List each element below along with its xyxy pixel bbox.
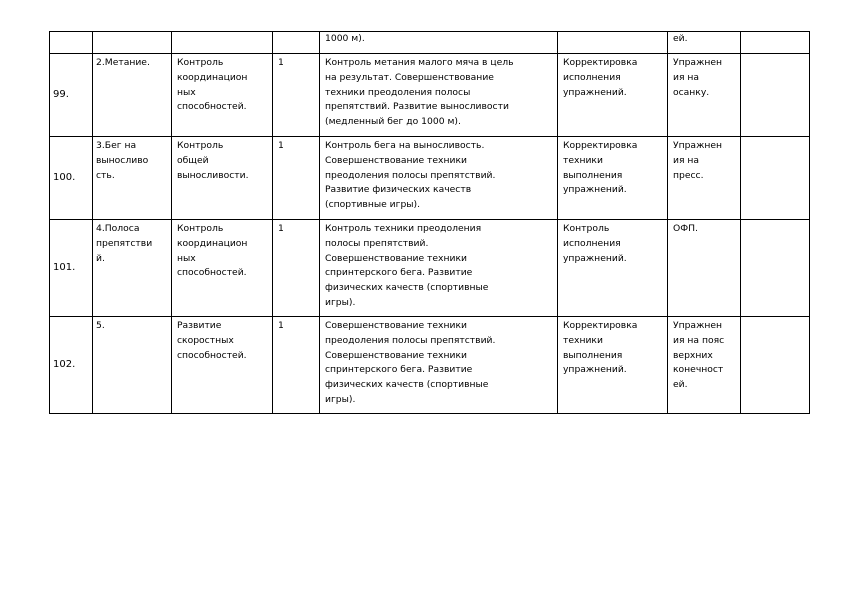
hours-cell: [273, 220, 320, 317]
content-line: Совершенствование техники: [325, 252, 467, 264]
notes-cell: [741, 54, 810, 137]
section-line: 3.Бег на: [96, 140, 137, 151]
correction-line: Корректировка: [563, 320, 638, 331]
type-line: Контроль: [177, 223, 224, 234]
homework-line: ОФП.: [673, 223, 698, 234]
correction-line: выполнения: [563, 349, 623, 361]
homework-line: Упражнен: [673, 57, 723, 68]
hours-text: 1: [278, 57, 284, 68]
table-row: [50, 32, 810, 54]
content-line: игры).: [325, 296, 356, 308]
type-line: способностей.: [177, 349, 247, 361]
content-line: 1000 м).: [325, 33, 365, 44]
correction-line: исполнения: [563, 71, 621, 83]
section-line: 5.: [96, 320, 105, 331]
homework-cell: [668, 32, 741, 54]
correction-line: исполнения: [563, 237, 621, 249]
content-line: (спортивные игры).: [325, 199, 421, 211]
content-line: техники преодоления полосы: [325, 86, 471, 98]
lesson-type-cell: [172, 317, 273, 414]
type-line: Контроль: [177, 57, 224, 68]
num-text: 100.: [53, 171, 76, 183]
section-cell: [93, 220, 172, 317]
homework-line: ей.: [673, 33, 688, 44]
content-line: Контроль метания малого мяча в цель: [325, 57, 514, 68]
homework-line: ия на пояс: [673, 334, 725, 346]
content-line: препятствий. Развитие выносливости: [325, 101, 509, 113]
homework-line: пресс.: [673, 169, 704, 181]
homework-cell: [668, 220, 741, 317]
type-line: координацион: [177, 237, 248, 249]
correction-line: Корректировка: [563, 140, 638, 151]
type-line: скоростных: [177, 334, 234, 346]
section-cell: [93, 137, 172, 220]
hours-cell: [273, 32, 320, 54]
num-text: 102.: [53, 358, 76, 370]
type-line: Контроль: [177, 140, 224, 151]
content-line: преодоления полосы препятствий.: [325, 334, 496, 346]
homework-line: ия на: [673, 71, 700, 83]
hours-text: 1: [278, 320, 284, 331]
homework-cell: [668, 317, 741, 414]
type-line: способностей.: [177, 267, 247, 279]
lesson-number-cell: [50, 54, 93, 137]
correction-line: упражнений.: [563, 86, 627, 98]
correction-cell: [558, 317, 668, 414]
type-line: выносливости.: [177, 169, 249, 181]
lesson-type-cell: [172, 220, 273, 317]
type-line: ных: [177, 252, 196, 264]
section-cell: [93, 54, 172, 137]
table-row: [50, 54, 810, 137]
homework-cell: [668, 137, 741, 220]
correction-cell: [558, 54, 668, 137]
table-body: [50, 32, 810, 414]
lesson-type-cell: [172, 54, 273, 137]
correction-cell: [558, 220, 668, 317]
content-cell: [320, 54, 558, 137]
correction-line: упражнений.: [563, 364, 627, 376]
content-cell: [320, 220, 558, 317]
content-line: полосы препятствий.: [325, 237, 429, 249]
content-line: Контроль техники преодоления: [325, 223, 482, 234]
section-line: 2.Метание.: [96, 57, 150, 68]
section-line: й.: [96, 252, 105, 264]
lesson-number-cell: [50, 137, 93, 220]
table-row: [50, 220, 810, 317]
correction-line: техники: [563, 334, 603, 346]
homework-line: Упражнен: [673, 320, 723, 331]
content-line: Совершенствование техники: [325, 320, 467, 331]
hours-text: 1: [278, 140, 284, 151]
content-cell: [320, 32, 558, 54]
notes-cell: [741, 220, 810, 317]
hours-cell: [273, 317, 320, 414]
content-cell: [320, 137, 558, 220]
section-line: 4.Полоса: [96, 223, 140, 234]
type-line: общей: [177, 154, 209, 166]
section-cell: [93, 317, 172, 414]
correction-line: упражнений.: [563, 252, 627, 264]
content-line: Контроль бега на выносливость.: [325, 140, 485, 151]
correction-line: выполнения: [563, 169, 623, 181]
num-text: 101.: [53, 261, 76, 273]
table-row: [50, 137, 810, 220]
lesson-type-cell: [172, 32, 273, 54]
content-line: спринтерского бега. Развитие: [325, 267, 473, 279]
lesson-number-cell: [50, 317, 93, 414]
type-line: способностей.: [177, 101, 247, 113]
lesson-number-cell: [50, 220, 93, 317]
hours-text: 1: [278, 223, 284, 234]
correction-cell: [558, 32, 668, 54]
lesson-number-cell: [50, 32, 93, 54]
correction-line: упражнений.: [563, 184, 627, 196]
content-cell: [320, 317, 558, 414]
correction-cell: [558, 137, 668, 220]
num-text: 99.: [53, 88, 69, 100]
content-line: игры).: [325, 393, 356, 405]
correction-line: Контроль: [563, 223, 610, 234]
correction-line: техники: [563, 154, 603, 166]
notes-cell: [741, 317, 810, 414]
type-line: координацион: [177, 71, 248, 83]
section-line: выносливо: [96, 154, 149, 166]
content-line: физических качеств (спортивные: [325, 282, 489, 294]
lesson-type-cell: [172, 137, 273, 220]
content-line: Развитие физических качеств: [325, 184, 472, 196]
content-line: спринтерского бега. Развитие: [325, 364, 473, 376]
content-line: преодоления полосы препятствий.: [325, 169, 496, 181]
type-line: ных: [177, 86, 196, 98]
type-line: Развитие: [177, 320, 222, 331]
homework-line: осанку.: [673, 86, 710, 98]
section-line: препятстви: [96, 237, 153, 249]
homework-line: ей.: [673, 379, 688, 391]
hours-cell: [273, 137, 320, 220]
section-line: сть.: [96, 169, 115, 181]
homework-cell: [668, 54, 741, 137]
content-line: на результат. Совершенствование: [325, 71, 494, 83]
content-line: физических качеств (спортивные: [325, 379, 489, 391]
table-row: [50, 317, 810, 414]
correction-line: Корректировка: [563, 57, 638, 68]
section-cell: [93, 32, 172, 54]
content-line: Совершенствование техники: [325, 349, 467, 361]
homework-line: верхних: [673, 349, 713, 361]
notes-cell: [741, 137, 810, 220]
notes-cell: [741, 32, 810, 54]
hours-cell: [273, 54, 320, 137]
homework-line: конечност: [673, 364, 724, 376]
content-line: Совершенствование техники: [325, 154, 467, 166]
homework-line: ия на: [673, 154, 700, 166]
lesson-plan-table: [49, 31, 810, 414]
content-line: (медленный бег до 1000 м).: [325, 116, 461, 128]
homework-line: Упражнен: [673, 140, 723, 151]
